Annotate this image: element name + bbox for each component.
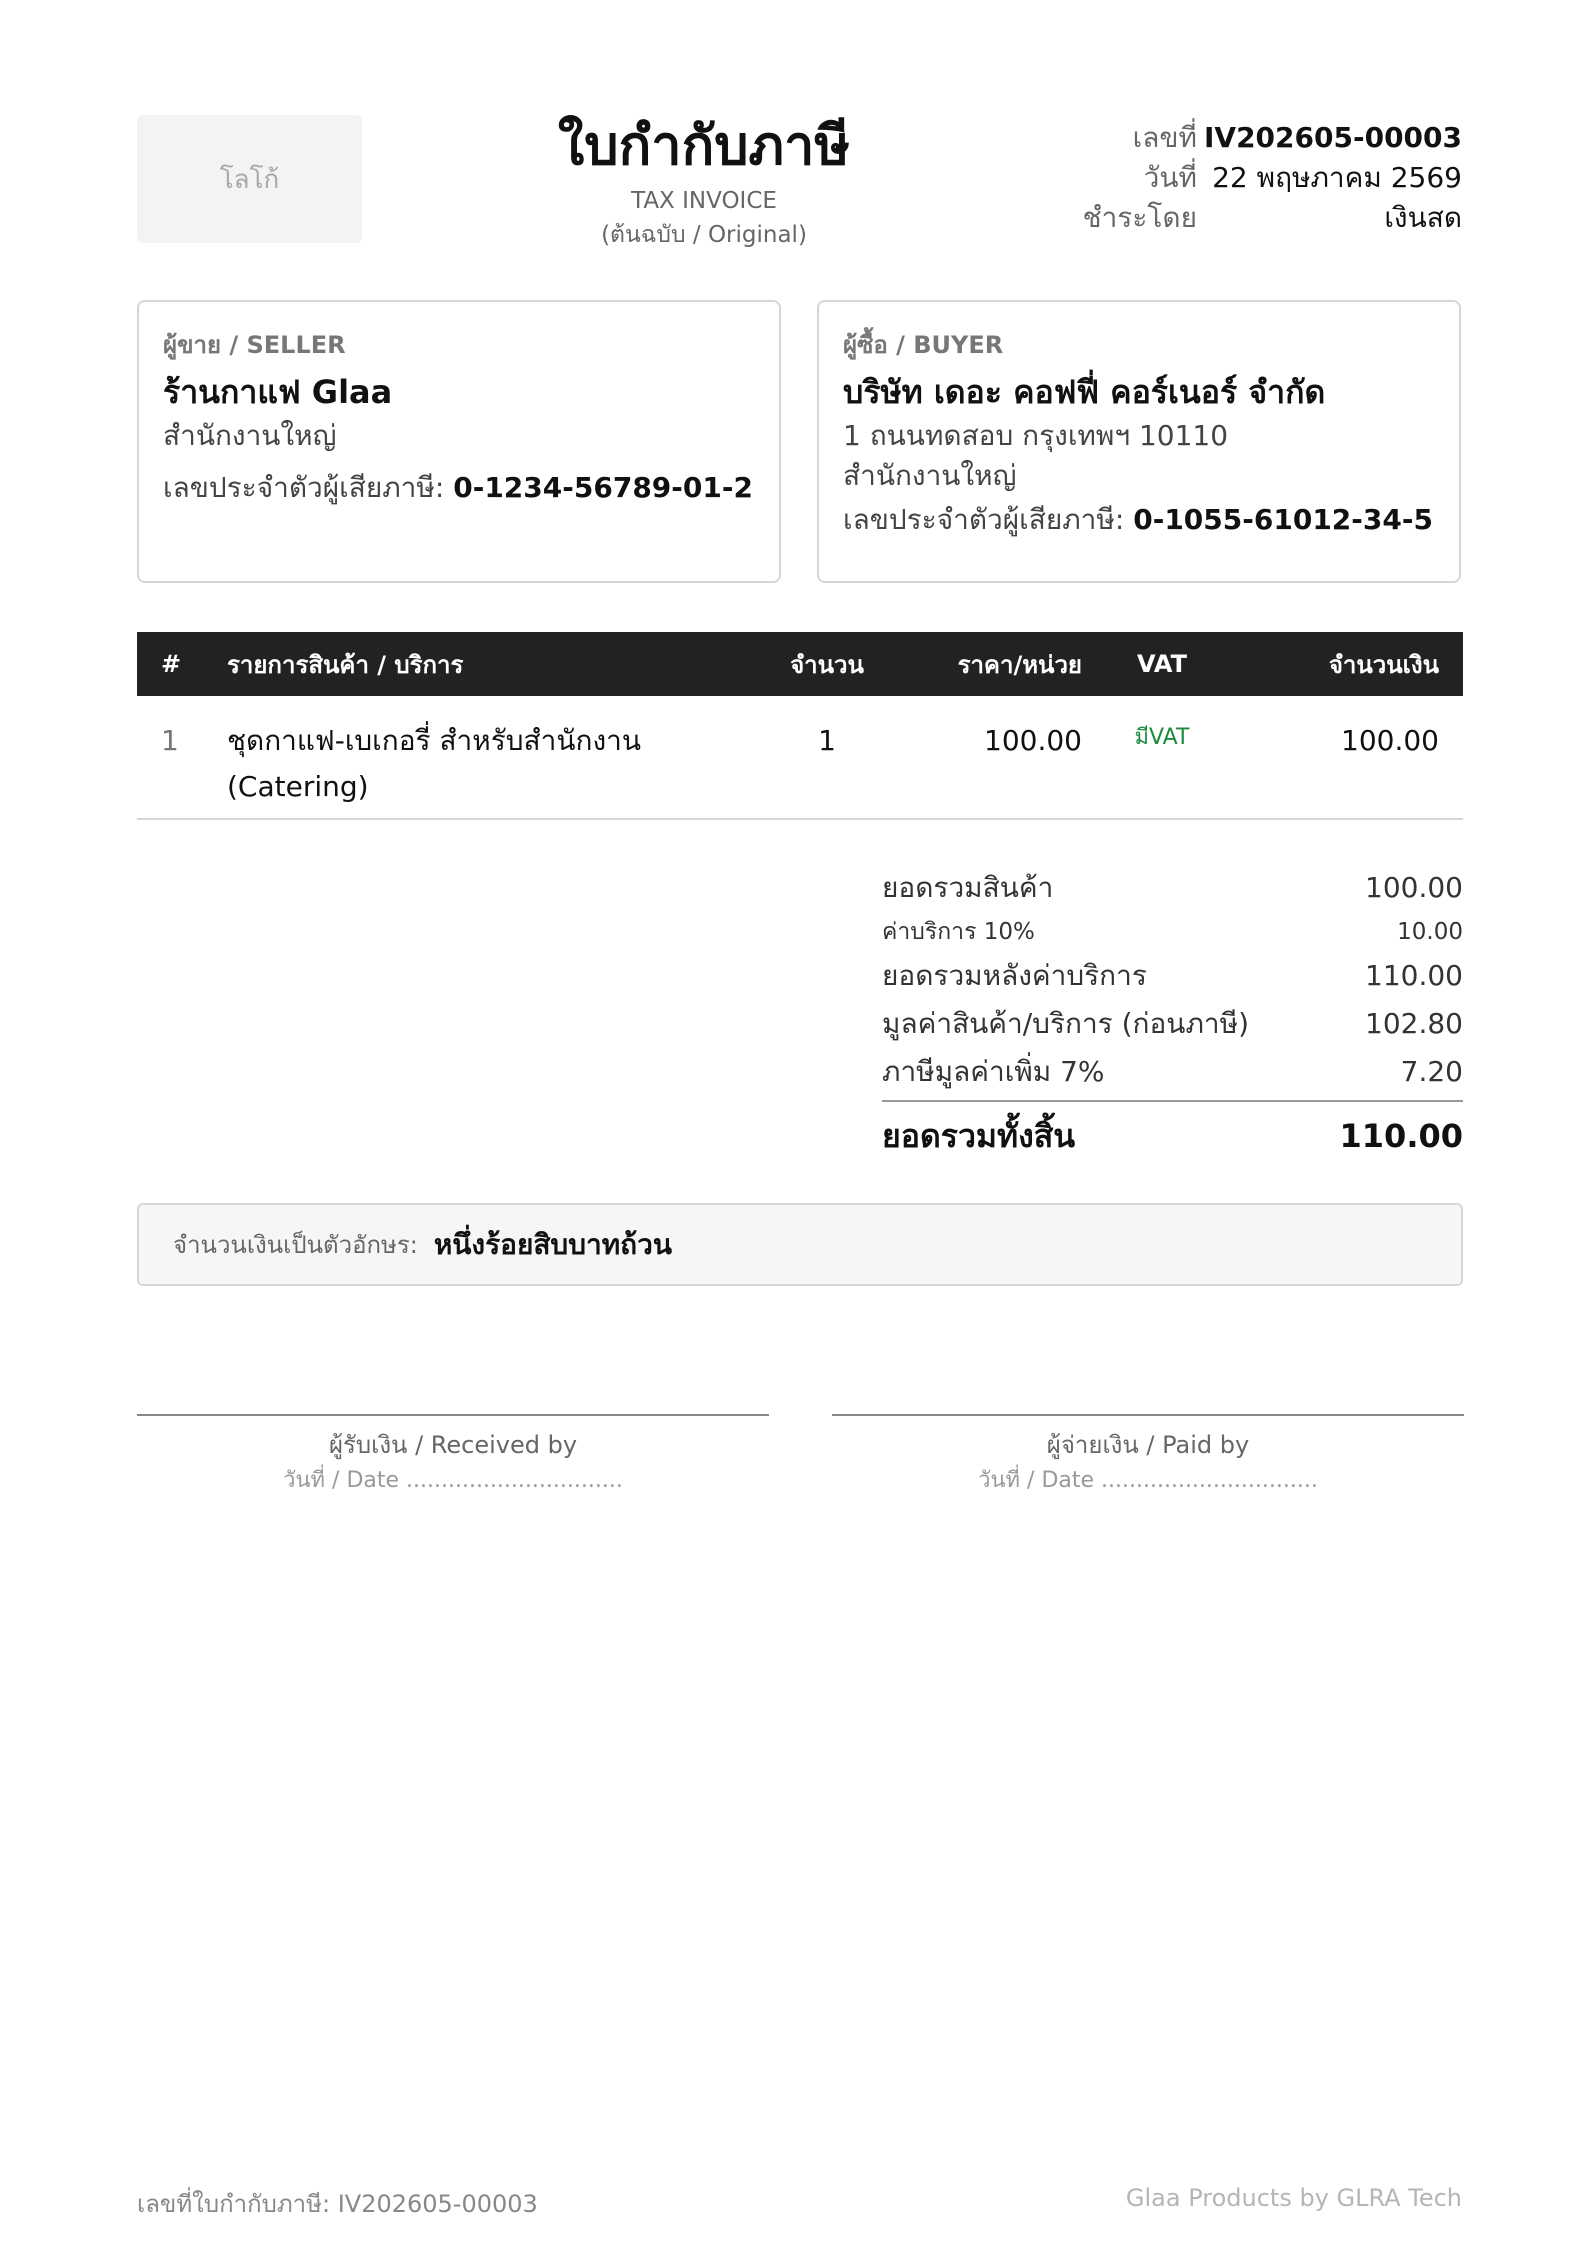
invoice-number: IV202605-00003: [1203, 121, 1462, 154]
row-unit-price: 100.00: [984, 724, 1082, 757]
subtotal-label: ยอดรวมสินค้า: [882, 871, 1054, 904]
header-description: รายการสินค้า / บริการ: [227, 650, 464, 679]
totals-block: [882, 864, 1463, 1162]
header-quantity: จำนวน: [790, 650, 864, 679]
invoice-meta: [992, 118, 1462, 238]
paid-by-label: ผู้จ่ายเงิน / Paid by: [1046, 1431, 1250, 1459]
footer-invoice-ref: เลขที่ใบกำกับภาษี: IV202605-00003: [137, 2190, 538, 2218]
seller-name: ร้านกาแฟ Glaa: [163, 373, 393, 411]
seller-branch: สำนักงานใหญ่: [163, 419, 337, 452]
payment-label: ชำระโดย: [1082, 201, 1197, 234]
grand-total-label: ยอดรวมทั้งสิ้น: [882, 1117, 1076, 1155]
amount-in-words-value: หนึ่งร้อยสิบบาทถ้วน: [433, 1227, 672, 1261]
buyer-tax-row: [843, 500, 1435, 540]
pre-tax-label: มูลค่าสินค้า/บริการ (ก่อนภาษี): [882, 1007, 1250, 1040]
header-vat: VAT: [1136, 650, 1188, 678]
items-table-header: [137, 632, 1463, 696]
seller-tax-id: 0-1234-56789-01-2: [453, 471, 753, 504]
row-description: [227, 718, 757, 810]
logo-placeholder: [137, 115, 362, 243]
service-charge-row: [882, 912, 1463, 952]
buyer-label: ผู้ซื้อ / BUYER: [843, 331, 1004, 359]
header-unit-price: ราคา/หน่วย: [957, 650, 1082, 679]
row-no: 1: [161, 724, 179, 757]
service-charge-value: 10.00: [1397, 919, 1463, 945]
seller-label: ผู้ขาย / SELLER: [163, 331, 346, 359]
document-title-block: [504, 108, 904, 252]
buyer-name: บริษัท เดอะ คอฟฟี่ คอร์เนอร์ จำกัด: [843, 373, 1326, 411]
pre-tax-row: [882, 1000, 1463, 1048]
header-amount: จำนวนเงิน: [1328, 650, 1439, 679]
buyer-tax-id: 0-1055-61012-34-5: [1133, 503, 1433, 536]
number-label: เลขที่: [1132, 121, 1197, 154]
table-row: [137, 696, 1463, 820]
meta-payment-row: [992, 198, 1462, 238]
vat-row: [882, 1048, 1463, 1096]
subtotal-value: 100.00: [1365, 871, 1463, 904]
footer-brand: Glaa Products by GLRA Tech: [1125, 2184, 1462, 2212]
seller-tax-label: เลขประจำตัวผู้เสียภาษี:: [163, 471, 445, 504]
amount-in-words-box: [137, 1203, 1463, 1286]
copy-label: (ต้นฉบับ / Original): [601, 222, 807, 248]
document-title: ใบกำกับภาษี: [557, 114, 851, 177]
items-table: [137, 632, 1463, 820]
row-quantity: 1: [818, 724, 836, 757]
amount-in-words-label: จำนวนเงินเป็นตัวอักษร:: [173, 1231, 418, 1259]
pre-tax-value: 102.80: [1365, 1007, 1463, 1040]
invoice-date: 22 พฤษภาคม 2569: [1212, 161, 1462, 194]
received-by-signature: [137, 1414, 769, 1498]
logo-text: โลโก้: [219, 164, 280, 195]
vat-label: ภาษีมูลค่าเพิ่ม 7%: [882, 1055, 1105, 1088]
received-by-date: วันที่ / Date ...............................: [283, 1468, 623, 1493]
buyer-address: 1 ถนนทดสอบ กรุงเทพฯ 10110: [843, 419, 1229, 452]
row-amount: 100.00: [1341, 724, 1439, 757]
vat-value: 7.20: [1400, 1055, 1463, 1088]
payment-method: เงินสด: [1384, 201, 1462, 234]
buyer-branch: สำนักงานใหญ่: [843, 459, 1017, 492]
header-no: #: [161, 650, 182, 678]
row-description-line2: (Catering): [227, 770, 369, 803]
seller-tax-row: [163, 468, 755, 508]
buyer-card: [817, 300, 1461, 583]
grand-total-value: 110.00: [1339, 1117, 1463, 1155]
service-charge-label: ค่าบริการ 10%: [882, 919, 1035, 945]
date-label: วันที่: [1143, 161, 1197, 194]
paid-by-signature: [832, 1414, 1464, 1498]
paid-by-date: วันที่ / Date ...............................: [978, 1468, 1318, 1493]
buyer-tax-label: เลขประจำตัวผู้เสียภาษี:: [843, 503, 1125, 536]
meta-number-row: [992, 118, 1462, 158]
row-vat-badge: มีVAT: [1134, 725, 1190, 750]
document-subtitle: TAX INVOICE: [631, 188, 777, 214]
meta-date-row: [992, 158, 1462, 198]
subtotal-row: [882, 864, 1463, 912]
grand-total-row: [882, 1100, 1463, 1162]
row-description-line1: ชุดกาแฟ-เบเกอรี่ สำหรับสำนักงาน: [227, 724, 641, 757]
seller-card: [137, 300, 781, 583]
after-service-label: ยอดรวมหลังค่าบริการ: [882, 959, 1147, 992]
after-service-value: 110.00: [1365, 959, 1463, 992]
received-by-label: ผู้รับเงิน / Received by: [328, 1431, 578, 1459]
after-service-row: [882, 952, 1463, 1000]
